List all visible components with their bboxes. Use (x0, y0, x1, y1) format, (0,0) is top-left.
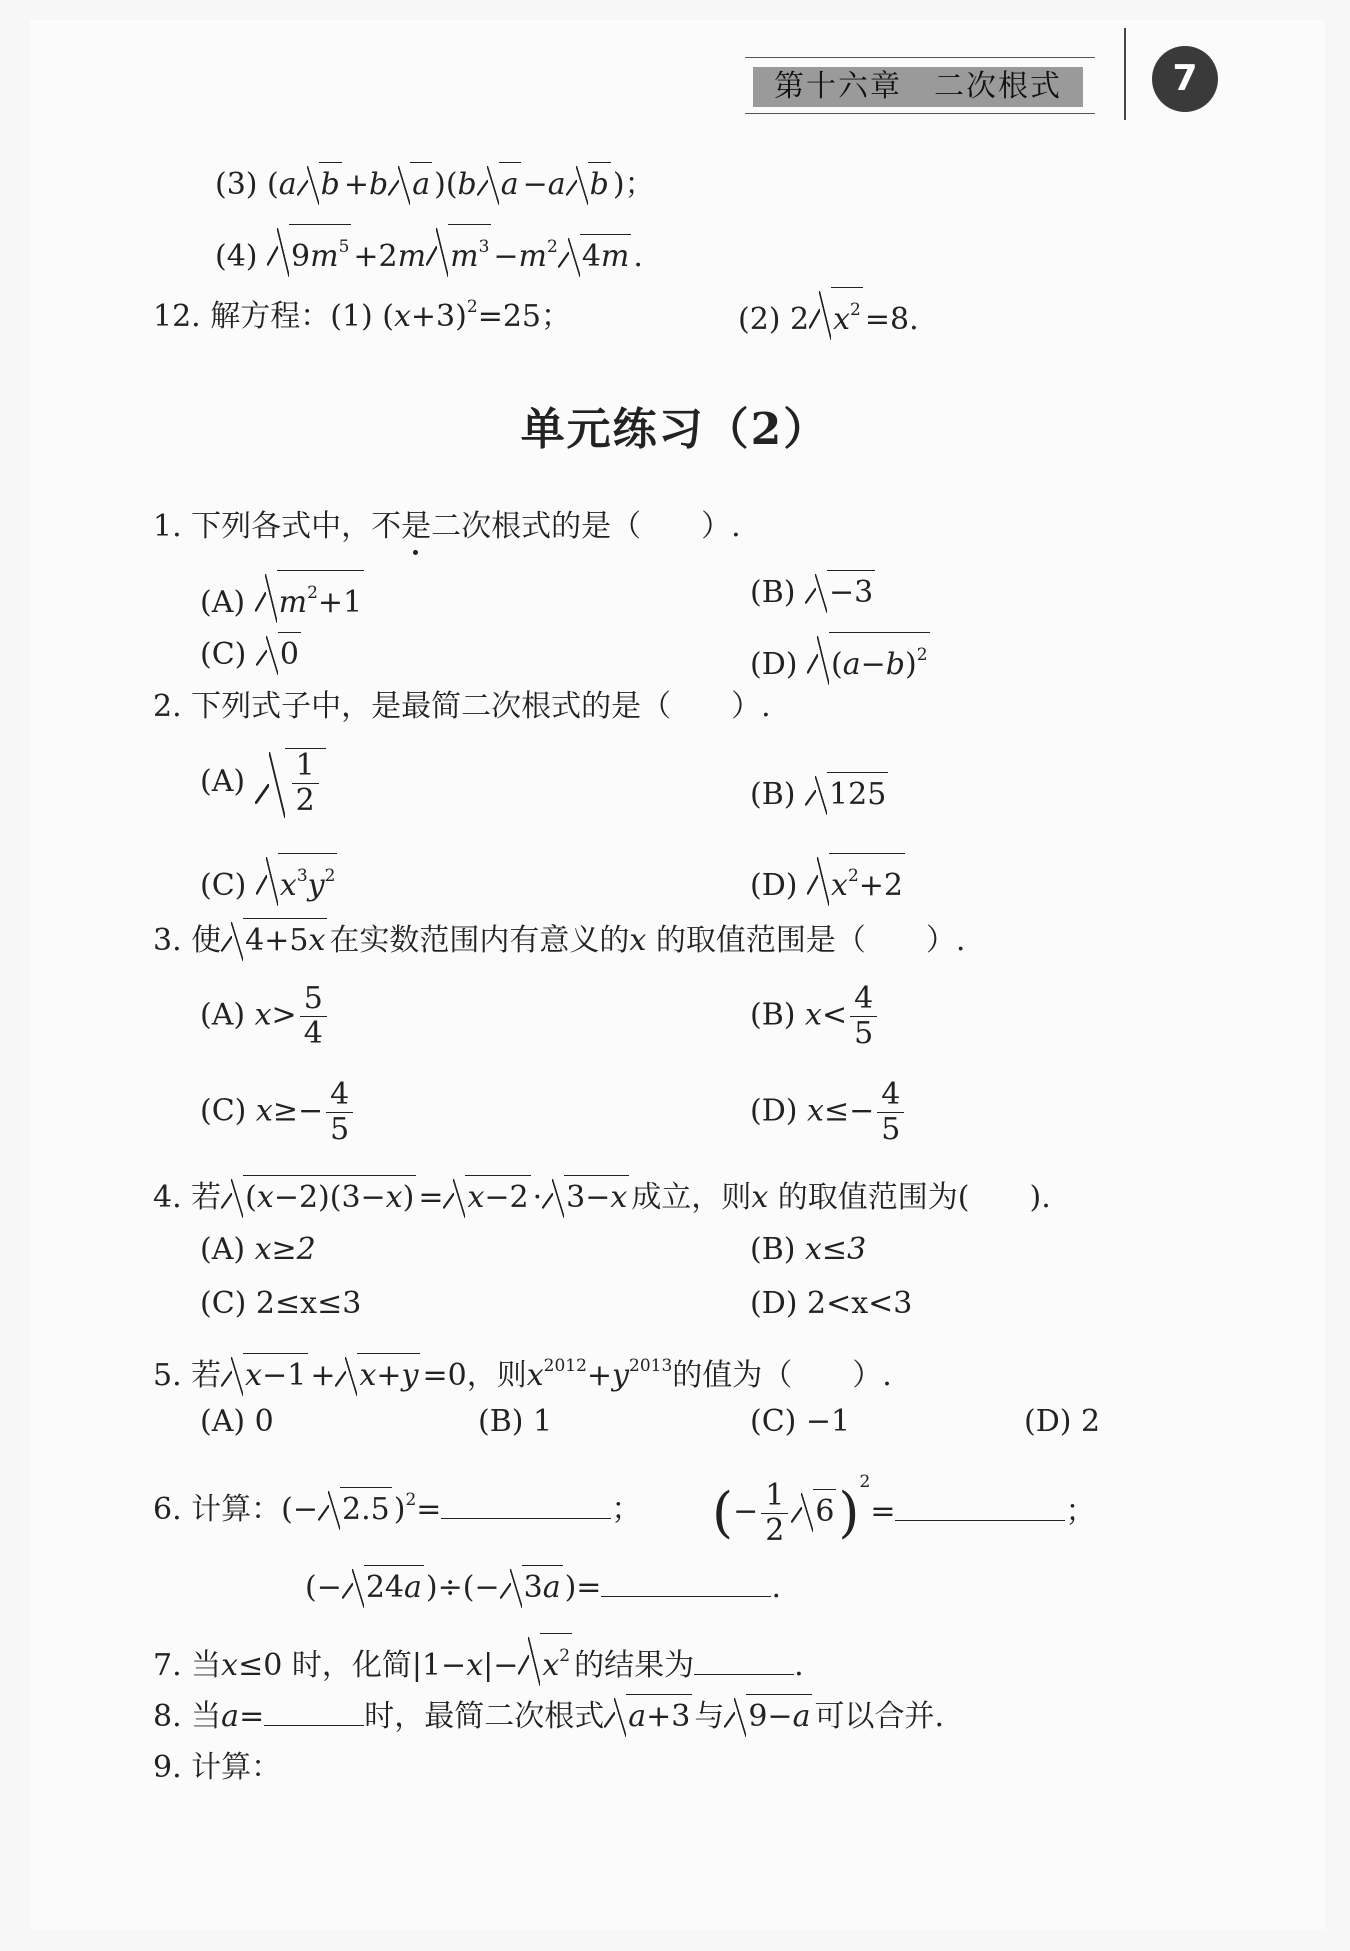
q4-option-b (750, 1230, 866, 1270)
q12-part2-label: (2) (738, 302, 781, 337)
q2-option-a: (A) $\frac{1}{2}$ (200, 748, 326, 818)
answer-blank[interactable] (264, 1695, 364, 1726)
q3-stem: 3. 使 4+5x 在实数范围内有意义的x 的取值范围是（ ）. (153, 918, 965, 961)
q3-option-d: (D) x≤− $\frac{4}{5}$ (750, 1078, 907, 1147)
option-value: x≥2 (254, 1232, 316, 1267)
q4-option-d (750, 1284, 912, 1324)
q1-stem: 1. 下列各式中，不是二次根式的是（ ）. (153, 509, 741, 544)
prev-item-3: (3) (a b +b a )(b a −a b )； (215, 162, 655, 205)
option-label: (B) (750, 777, 796, 812)
q1-option-b: (B) −3 (750, 570, 877, 613)
option-label: (D) (750, 1286, 798, 1321)
q3-option-a: (A) x> $\frac{5}{4}$ (200, 982, 330, 1051)
option-label: (C) (200, 868, 247, 903)
option-label: (A) (200, 764, 246, 799)
option-label: (C) (200, 637, 247, 672)
question-12-part2: (2) 2 $x^2 =8$. (738, 287, 919, 340)
option-value: 2<x<3 (807, 1286, 913, 1321)
q6-expr2: (− $\frac{1}{2}$ 6)$^2$= ； (712, 1472, 1096, 1548)
q5-option-a: (A) 0 (200, 1404, 274, 1439)
q8-post: 可以合并. (814, 1699, 944, 1734)
q7-post: 的结果为 (574, 1648, 695, 1683)
question-12: 12. 解方程：(1) $(x+3)^2=25$； (153, 297, 571, 334)
q2-option-c: (C) $x^3y^2$ (200, 853, 339, 906)
header-rule-top (745, 57, 1095, 58)
q1-option-a: (A) $m^2+1$ (200, 570, 366, 623)
q12-label: 12. 解方程：(1) (153, 299, 373, 334)
answer-blank[interactable] (441, 1488, 611, 1519)
option-label: (B) (750, 997, 796, 1033)
q2-option-b: (B) 125 (750, 772, 890, 815)
q5-stem-mid: =0，则 (422, 1358, 527, 1393)
answer-blank[interactable] (694, 1644, 794, 1675)
q5-stem-pre: 5. 若 (153, 1358, 222, 1393)
q6-line1: 6. 计算：(− 2.5 )$^2$= ； (153, 1480, 641, 1530)
q5-option-b: (B) 1 (478, 1404, 553, 1439)
q7-pre: 7. 当 (153, 1648, 222, 1683)
q4-stem-end: 的取值范围为( ). (777, 1180, 1051, 1215)
page-number: 7 (1152, 46, 1218, 112)
option-label: (D) (750, 868, 798, 903)
q7: 7. 当x≤0 时，化简$|1-x|- x^2$ 的结果为 . (153, 1633, 804, 1686)
option-label: (B) (750, 575, 796, 610)
q3-option-c: (C) x≥− $\frac{4}{5}$ (200, 1078, 356, 1147)
header-rule-bottom (745, 113, 1095, 114)
prev-item-4: (4) $9m^5 +2m$ $m^3 -m^2$ 4m . (215, 224, 643, 277)
q3-option-b: (B) x< $\frac{4}{5}$ (750, 982, 880, 1051)
q3-stem-post: 在实数范围内有意义的 (329, 923, 630, 958)
q5-option-c: (C) −1 (750, 1404, 851, 1439)
header-vertical-rule (1124, 28, 1126, 120)
option-label: (C) (200, 1286, 247, 1321)
option-value: x≤3 (805, 1232, 867, 1267)
q5-stem: 5. 若 x−1 + x+y =0，则$x^{2012}+y^{2013}$的值为（ ）. (153, 1346, 892, 1396)
q6-label: 6. 计算： (153, 1492, 282, 1527)
option-label: (C) (200, 1093, 247, 1129)
option-label: (B) (750, 1232, 796, 1267)
q8-mid: 时，最简二次根式 (364, 1699, 605, 1734)
option-value: 2≤x≤3 (255, 1286, 362, 1321)
answer-blank[interactable] (601, 1566, 771, 1597)
q4-stem: 4. 若 (x−2)(3−x) = x−2 · 3−x 成立，则x 的取值范围为( ). (153, 1175, 1051, 1218)
option-label: (D) (750, 1093, 798, 1129)
option-label: (A) (200, 585, 246, 620)
option-label: (A) (200, 997, 246, 1033)
chapter-title: 第十六章 二次根式 (753, 67, 1083, 107)
q3-stem-end: 的取值范围是（ ）. (655, 923, 966, 958)
emphasis-dot (413, 550, 418, 555)
option-label: (A) (200, 1232, 246, 1267)
q4-stem-mid: 成立，则 (631, 1180, 752, 1215)
item-4-label: (4) (215, 239, 258, 274)
option-label: (D) (750, 647, 798, 682)
q9-label: 9. 计算： (153, 1750, 282, 1785)
q4-option-c (200, 1284, 361, 1324)
q8-and: 与 (694, 1699, 725, 1734)
q4-stem-pre: 4. 若 (153, 1180, 222, 1215)
answer-blank[interactable] (895, 1490, 1065, 1521)
q1-option-d: (D) $(a-b)^2$ (750, 632, 932, 685)
q6-line2: (− 24a )÷(− 3a )= . (305, 1565, 781, 1608)
q7-mid: ≤0 时，化简 (238, 1648, 412, 1683)
q3-stem-pre: 3. 使 (153, 923, 222, 958)
q8-pre: 8. 当 (153, 1699, 222, 1734)
q4-option-a (200, 1230, 316, 1270)
section-title: 单元练习（2） (520, 404, 830, 455)
q1-option-c: (C) 0 (200, 632, 303, 675)
q5-stem-end: 的值为（ ）. (672, 1358, 892, 1393)
q5-option-d: (D) 2 (1024, 1404, 1101, 1439)
item-3-label: (3) (215, 167, 258, 202)
q2-stem: 2. 下列式子中，是最简二次根式的是（ ）. (153, 689, 771, 724)
q8: 8. 当a= 时，最简二次根式 a+3 与 9−a 可以合并. (153, 1694, 944, 1737)
q2-option-d: (D) $x^2+2$ (750, 853, 907, 906)
